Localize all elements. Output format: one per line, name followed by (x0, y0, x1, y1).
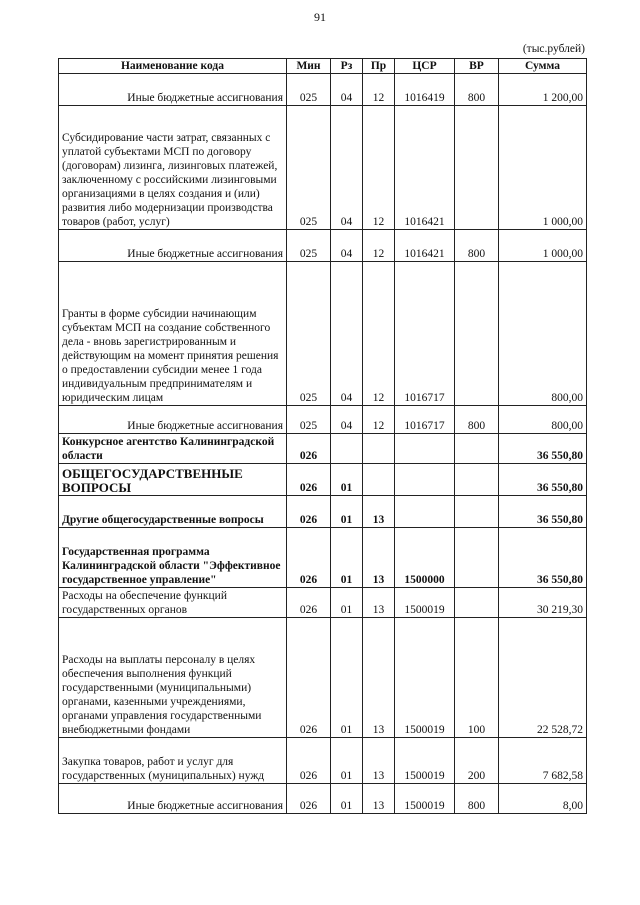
row-min: 026 (287, 618, 331, 738)
row-min: 025 (287, 230, 331, 262)
row-pr: 12 (363, 230, 395, 262)
table-row (59, 618, 587, 738)
header-vr: ВР (455, 59, 499, 74)
row-min: 025 (287, 106, 331, 230)
row-vr: 800 (455, 784, 499, 814)
row-min: 025 (287, 262, 331, 406)
header-name: Наименование кода (59, 59, 287, 74)
header-sum: Сумма (499, 59, 587, 74)
header-min: Мин (287, 59, 331, 74)
row-rz: 04 (331, 262, 363, 406)
table-row (59, 230, 587, 262)
row-sum: 22 528,72 (499, 618, 587, 738)
row-vr: 800 (455, 74, 499, 106)
header-csr: ЦСР (395, 59, 455, 74)
row-sum: 36 550,80 (499, 464, 587, 496)
row-name: Расходы на обеспечение функций государственных органов (59, 588, 287, 618)
units-label: (тыс.рублей) (522, 43, 585, 55)
row-rz: 01 (331, 738, 363, 784)
row-name: Расходы на выплаты персоналу в целях обеспечения выполнения функций государственными (муниципальными) органами, казенными учреждениями, органами управления государственными внебюджетными фондами (59, 618, 287, 738)
row-sum: 36 550,80 (499, 434, 587, 464)
row-sum: 8,00 (499, 784, 587, 814)
row-csr: 1016717 (395, 406, 455, 434)
row-sum: 800,00 (499, 406, 587, 434)
row-vr (455, 434, 499, 464)
header-pr: Пр (363, 59, 395, 74)
table-row (59, 588, 587, 618)
row-rz: 01 (331, 528, 363, 588)
row-vr (455, 262, 499, 406)
row-name: Государственная программа Калининградской области "Эффективное государственное управление" (59, 528, 287, 588)
row-csr: 1016421 (395, 106, 455, 230)
row-min: 026 (287, 464, 331, 496)
row-csr: 1016421 (395, 230, 455, 262)
table-row (59, 738, 587, 784)
row-rz: 04 (331, 406, 363, 434)
table-row (59, 464, 587, 496)
row-csr: 1500019 (395, 784, 455, 814)
row-pr (363, 464, 395, 496)
row-pr: 12 (363, 106, 395, 230)
row-pr: 12 (363, 262, 395, 406)
row-csr: 1016419 (395, 74, 455, 106)
table-header (59, 59, 587, 74)
row-rz: 04 (331, 106, 363, 230)
header-rz: Рз (331, 59, 363, 74)
row-vr (455, 496, 499, 528)
row-name: Иные бюджетные ассигнования (59, 784, 287, 814)
budget-table (58, 58, 587, 814)
row-sum: 800,00 (499, 262, 587, 406)
row-name: Гранты в форме субсидии начинающим субъектам МСП на создание собственного дела - вновь зарегистрированным и действующим на момент принятия решения о предоставлении субсидии менее 1 года индивидуальным предпринимателям и юридическим лицам (59, 262, 287, 406)
row-csr: 1500019 (395, 588, 455, 618)
row-pr: 13 (363, 528, 395, 588)
row-min: 026 (287, 528, 331, 588)
row-min: 025 (287, 406, 331, 434)
row-pr (363, 434, 395, 464)
table-row (59, 106, 587, 230)
row-pr: 13 (363, 496, 395, 528)
row-pr: 13 (363, 784, 395, 814)
table-row (59, 496, 587, 528)
row-min: 026 (287, 496, 331, 528)
row-csr: 1500019 (395, 618, 455, 738)
row-vr: 100 (455, 618, 499, 738)
row-name: Конкурсное агентство Калининградской области (59, 434, 287, 464)
row-min: 026 (287, 784, 331, 814)
row-sum: 7 682,58 (499, 738, 587, 784)
row-name: Иные бюджетные ассигнования (59, 406, 287, 434)
table-row (59, 74, 587, 106)
row-rz: 01 (331, 464, 363, 496)
row-name: Субсидирование части затрат, связанных с уплатой субъектами МСП по договору (договорам) лизинга, лизинговых платежей, заключенному с российскими лизинговыми организациями в целях создания и (или) развития либо модернизации производства товаров (работ, услуг) (59, 106, 287, 230)
row-sum: 30 219,30 (499, 588, 587, 618)
row-name: ОБЩЕГОСУДАРСТВЕННЫЕ ВОПРОСЫ (59, 464, 287, 496)
row-pr: 13 (363, 738, 395, 784)
row-rz: 01 (331, 784, 363, 814)
row-name: Иные бюджетные ассигнования (59, 230, 287, 262)
row-min: 025 (287, 74, 331, 106)
row-pr: 12 (363, 74, 395, 106)
row-rz (331, 434, 363, 464)
page-number: 91 (314, 10, 326, 24)
row-min: 026 (287, 434, 331, 464)
row-vr (455, 106, 499, 230)
row-csr: 1500000 (395, 528, 455, 588)
table-row (59, 528, 587, 588)
row-min: 026 (287, 588, 331, 618)
row-sum: 1 200,00 (499, 74, 587, 106)
row-rz: 01 (331, 618, 363, 738)
row-csr (395, 464, 455, 496)
table-row (59, 434, 587, 464)
row-rz: 01 (331, 496, 363, 528)
row-vr (455, 588, 499, 618)
row-name: Иные бюджетные ассигнования (59, 74, 287, 106)
row-csr (395, 434, 455, 464)
row-pr: 13 (363, 588, 395, 618)
row-vr: 800 (455, 406, 499, 434)
row-vr: 200 (455, 738, 499, 784)
row-sum: 1 000,00 (499, 106, 587, 230)
row-pr: 12 (363, 406, 395, 434)
row-pr: 13 (363, 618, 395, 738)
row-min: 026 (287, 738, 331, 784)
row-csr: 1500019 (395, 738, 455, 784)
row-vr: 800 (455, 230, 499, 262)
row-name: Закупка товаров, работ и услуг для государственных (муниципальных) нужд (59, 738, 287, 784)
row-csr (395, 496, 455, 528)
row-sum: 36 550,80 (499, 528, 587, 588)
row-vr (455, 464, 499, 496)
row-rz: 04 (331, 74, 363, 106)
row-sum: 1 000,00 (499, 230, 587, 262)
row-name: Другие общегосударственные вопросы (59, 496, 287, 528)
table-row (59, 262, 587, 406)
row-rz: 04 (331, 230, 363, 262)
row-rz: 01 (331, 588, 363, 618)
row-sum: 36 550,80 (499, 496, 587, 528)
row-csr: 1016717 (395, 262, 455, 406)
table-row (59, 406, 587, 434)
table-row (59, 784, 587, 814)
row-vr (455, 528, 499, 588)
